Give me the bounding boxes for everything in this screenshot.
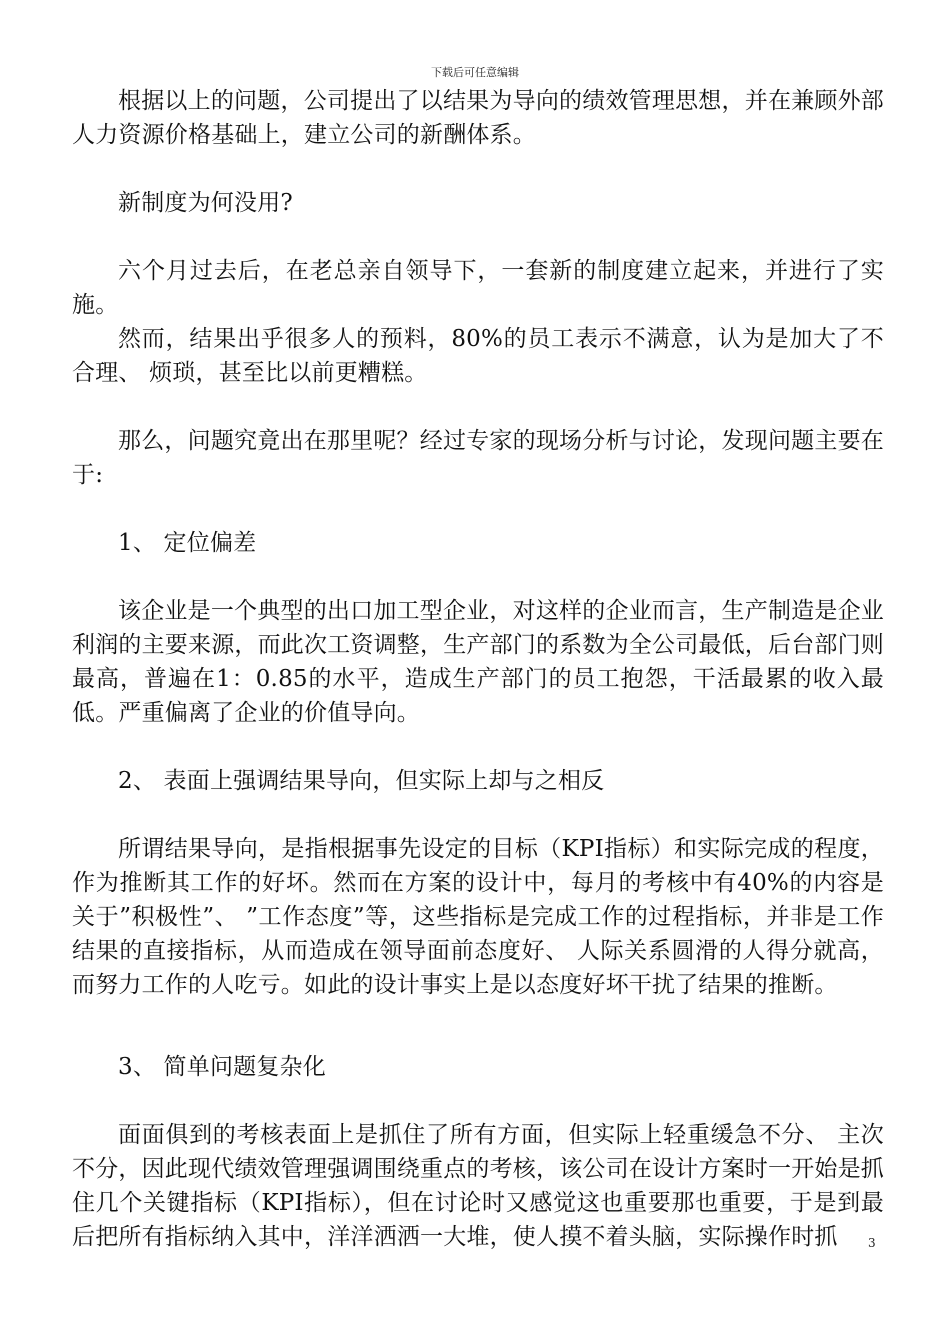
paragraph: 该企业是一个典型的出口加工型企业，对这样的企业而言，生产制造是企业利润的主要来源，而此次工资调整，生产部门的系数为全公司最低，后台部门则最高，普遍在1：0.85的水平，造成生产部门的员工抱怨，干活最累的收入最低。严重偏离了企业的价值导向。 <box>72 598 884 726</box>
paragraph-gap <box>72 798 884 832</box>
paragraph-gap <box>72 730 884 764</box>
paragraph: 面面俱到的考核表面上是抓住了所有方面，但实际上轻重缓急不分、 主次不分，因此现代绩效管理强调围绕重点的考核，该公司在设计方案时一开始是抓住几个关键指标（KPI指标），但在讨论时又感觉这也重要那也重要，于是到最后把所有指标纳入其中，洋洋洒洒一大堆，使人摸不着头脑，实际操作时抓 <box>72 1122 884 1250</box>
section-heading: 2、 表面上强调结果导向，但实际上却与之相反 <box>118 768 605 794</box>
paragraph: 那么，问题究竟出在那里呢？经过专家的现场分析与讨论，发现问题主要在于: <box>72 428 884 488</box>
section-heading: 1、 定位偏差 <box>118 530 257 556</box>
page-header: 下载后可任意编辑 <box>431 66 519 79</box>
paragraph-gap <box>72 1002 884 1050</box>
paragraph-gap <box>72 560 884 594</box>
subheading: 新制度为何没用? <box>118 190 293 216</box>
paragraph-gap <box>72 492 884 526</box>
document-body <box>72 84 884 1254</box>
paragraph-gap <box>72 390 884 424</box>
paragraph-gap <box>72 220 884 254</box>
paragraph: 根据以上的问题，公司提出了以结果为导向的绩效管理思想，并在兼顾外部人力资源价格基础上，建立公司的新酬体系。 <box>72 88 884 148</box>
paragraph-gap <box>72 152 884 186</box>
page-number: 3 <box>868 1236 876 1250</box>
paragraph: 然而，结果出乎很多人的预料，80%的员工表示不满意，认为是加大了不合理、 烦琐，甚至比以前更糟糕。 <box>72 326 884 386</box>
paragraph-gap <box>72 1084 884 1118</box>
paragraph: 六个月过去后，在老总亲自领导下，一套新的制度建立起来，并进行了实施。 <box>72 258 884 318</box>
section-heading: 3、 简单问题复杂化 <box>118 1054 326 1080</box>
paragraph: 所谓结果导向，是指根据事先设定的目标（KPI指标）和实际完成的程度，作为推断其工作的好坏。然而在方案的设计中，每月的考核中有40%的内容是关于”积极性”、 ”工作态度”等，这些指标是完成工作的过程指标，并非是工作结果的直接指标，从而造成在领导面前态度好、 人际关系圆滑的人得分就高，而努力工作的人吃亏。如此的设计事实上是以态度好坏干扰了结果的推断。 <box>72 836 884 998</box>
